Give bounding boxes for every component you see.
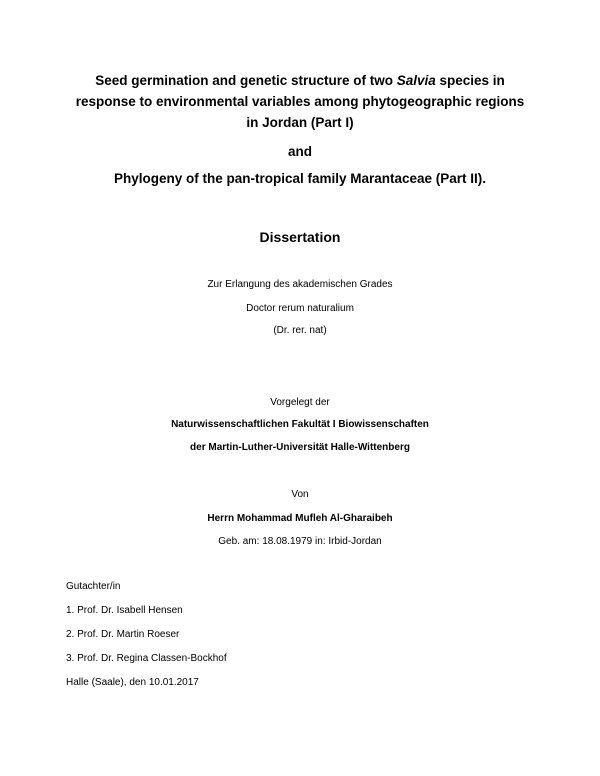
thesis-title-part-2: Phylogeny of the pan-tropical family Marantaceae (Part II). [113,171,487,186]
reviewer-item: 2. Prof. Dr. Martin Roeser [66,629,180,640]
title-conjunction: and [287,144,312,159]
title-genus-italic: Salvia [396,73,436,88]
author-von: Von [291,489,309,500]
university-name: der Martin-Luther-Universität Halle-Wittenberg [190,442,410,453]
thesis-title-part-1 [0,70,600,133]
author-birth-info: Geb. am: 18.08.1979 in: Irbid-Jordan [218,536,382,547]
place-and-date: Halle (Saale), den 10.01.2017 [66,677,199,688]
submitted-label: Vorgelegt der [270,397,330,408]
reviewers-heading: Gutachter/in [66,581,121,592]
degree-line-3: (Dr. rer. nat) [273,325,327,336]
degree-line-1: Zur Erlangung des akademischen Grades [207,279,393,290]
reviewer-item: 1. Prof. Dr. Isabell Hensen [66,605,183,616]
title-line-3: in Jordan (Part I) [246,115,354,130]
reviewer-item: 3. Prof. Dr. Regina Classen-Bockhof [66,653,227,664]
title-line-1 [0,70,600,91]
title-line-2: response to environmental variables among phytogeographic regions [75,94,525,109]
degree-line-2: Doctor rerum naturalium [246,303,354,314]
author-name: Herrn Mohammad Mufleh Al-Gharaibeh [207,513,393,524]
document-type: Dissertation [259,229,341,245]
title-line-1-pre: Seed germination and genetic structure of two [95,73,397,88]
title-line-1-post: species in [435,73,505,88]
faculty-name: Naturwissenschaftlichen Fakultät I Biowissenschaften [171,419,429,430]
